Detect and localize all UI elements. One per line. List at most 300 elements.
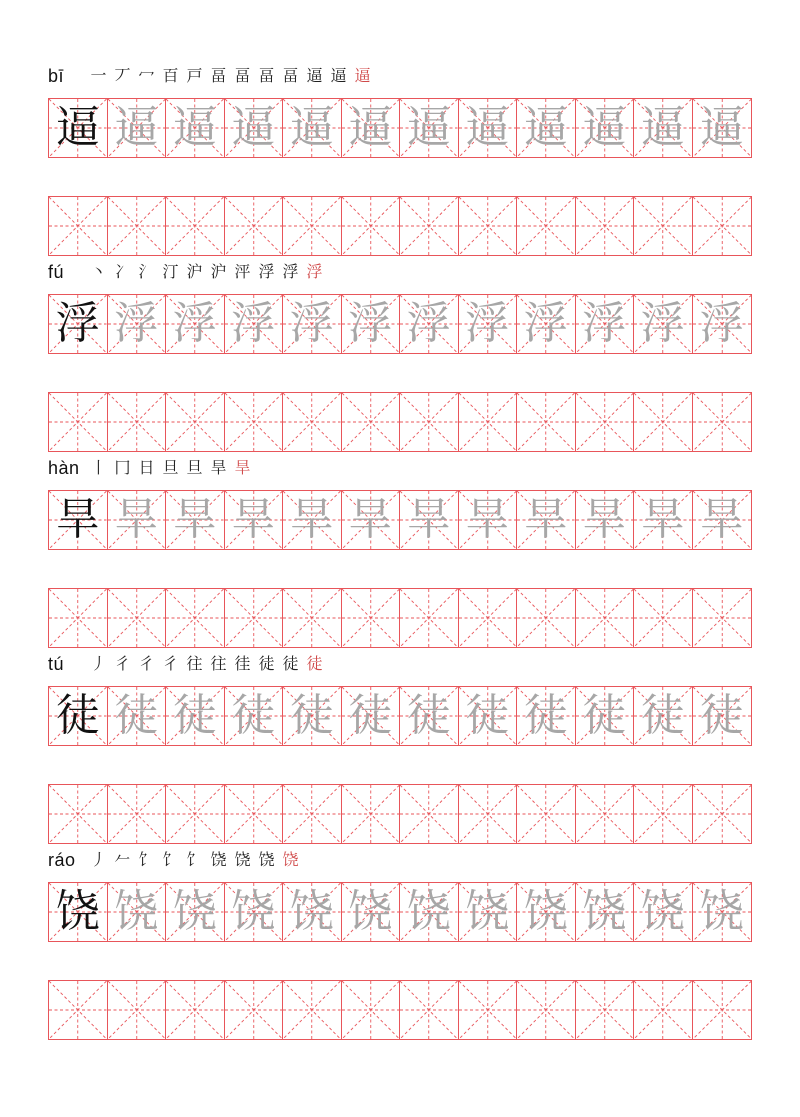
stroke-order-sequence — [88, 850, 301, 870]
trace-character: 徒 — [114, 690, 159, 741]
grid-guide-lines — [517, 393, 575, 451]
trace-character-cell[interactable] — [225, 687, 284, 745]
stroke-order-step: 丿 — [90, 850, 107, 869]
empty-writing-cell[interactable] — [400, 393, 459, 451]
tracing-row — [48, 490, 752, 550]
trace-character-cell[interactable] — [166, 687, 225, 745]
stroke-order-step: 丿 — [90, 654, 107, 673]
trace-character-cell[interactable] — [166, 491, 225, 549]
trace-character-cell[interactable] — [517, 491, 576, 549]
stroke-order-step: 旱 — [234, 458, 251, 477]
trace-character-cell[interactable] — [517, 99, 576, 157]
trace-character: 饶 — [114, 886, 159, 937]
trace-character: 旱 — [699, 494, 744, 545]
empty-writing-cell[interactable] — [166, 589, 225, 647]
empty-writing-cell[interactable] — [225, 393, 284, 451]
trace-character: 旱 — [114, 494, 159, 545]
trace-character: 旱 — [640, 494, 685, 545]
trace-character-cell[interactable] — [108, 295, 167, 353]
grid-guide-lines — [225, 393, 283, 451]
trace-character-cell[interactable] — [342, 491, 401, 549]
grid-guide-lines — [693, 589, 752, 647]
empty-writing-cell[interactable] — [49, 785, 108, 843]
empty-writing-cell[interactable] — [283, 589, 342, 647]
empty-writing-cell[interactable] — [283, 197, 342, 255]
empty-writing-cell[interactable] — [693, 393, 752, 451]
stroke-order-step: 冖 — [138, 66, 155, 85]
model-character-cell[interactable] — [49, 687, 108, 745]
empty-writing-cell[interactable] — [517, 785, 576, 843]
stroke-order-step: 日 — [138, 458, 155, 477]
empty-writing-cell[interactable] — [634, 589, 693, 647]
empty-writing-cell[interactable] — [400, 981, 459, 1039]
grid-guide-lines — [49, 393, 107, 451]
trace-character: 饶 — [172, 886, 217, 937]
stroke-order-step: 旦 — [186, 458, 203, 477]
grid-guide-lines — [166, 393, 224, 451]
trace-character-cell[interactable] — [576, 99, 635, 157]
grid-guide-lines — [576, 393, 634, 451]
grid-guide-lines — [342, 785, 400, 843]
grid-guide-lines — [693, 393, 752, 451]
empty-writing-cell[interactable] — [342, 393, 401, 451]
empty-writing-cell[interactable] — [517, 981, 576, 1039]
pinyin-label: bī — [48, 66, 65, 86]
grid-guide-lines — [459, 197, 517, 255]
trace-character: 逼 — [289, 102, 334, 153]
trace-character-cell[interactable] — [342, 295, 401, 353]
pinyin-label: ráo — [48, 850, 76, 870]
stroke-order-step: 彳 — [114, 654, 131, 673]
trace-character-cell[interactable] — [283, 687, 342, 745]
trace-character: 徒 — [289, 690, 334, 741]
model-character: 浮 — [55, 298, 100, 349]
empty-writing-cell[interactable] — [342, 981, 401, 1039]
trace-character: 逼 — [406, 102, 451, 153]
stroke-order-step: 饣 — [162, 850, 179, 869]
trace-character: 徒 — [640, 690, 685, 741]
stroke-order-step: 彳 — [138, 654, 155, 673]
empty-writing-cell[interactable] — [225, 589, 284, 647]
grid-guide-lines — [400, 589, 458, 647]
trace-character: 旱 — [406, 494, 451, 545]
stroke-order-step: 旱 — [210, 458, 227, 477]
trace-character: 饶 — [523, 886, 568, 937]
empty-writing-cell[interactable] — [166, 393, 225, 451]
grid-guide-lines — [576, 981, 634, 1039]
trace-character-cell[interactable] — [342, 883, 401, 941]
empty-writing-cell[interactable] — [49, 393, 108, 451]
empty-writing-cell[interactable] — [517, 589, 576, 647]
trace-character-cell[interactable] — [693, 687, 752, 745]
empty-writing-cell[interactable] — [283, 785, 342, 843]
empty-writing-cell[interactable] — [342, 785, 401, 843]
trace-character-cell[interactable] — [166, 883, 225, 941]
stroke-order-step: 饶 — [210, 850, 227, 869]
trace-character-cell[interactable] — [400, 883, 459, 941]
grid-guide-lines — [634, 197, 692, 255]
stroke-order-step: 彳 — [162, 654, 179, 673]
trace-character-cell[interactable] — [634, 883, 693, 941]
stroke-order-sequence — [88, 458, 253, 478]
empty-writing-cell[interactable] — [225, 197, 284, 255]
pinyin-label: fú — [48, 262, 65, 282]
grid-guide-lines — [342, 393, 400, 451]
tracing-row — [48, 882, 752, 942]
trace-character: 浮 — [699, 298, 744, 349]
trace-character-cell[interactable] — [576, 687, 635, 745]
grid-guide-lines — [49, 981, 107, 1039]
trace-character: 逼 — [582, 102, 627, 153]
grid-guide-lines — [693, 785, 752, 843]
trace-character: 饶 — [465, 886, 510, 937]
grid-guide-lines — [108, 197, 166, 255]
empty-writing-cell[interactable] — [342, 197, 401, 255]
empty-writing-cell[interactable] — [576, 785, 635, 843]
trace-character: 徒 — [406, 690, 451, 741]
empty-writing-cell[interactable] — [166, 785, 225, 843]
trace-character-cell[interactable] — [342, 99, 401, 157]
empty-writing-cell[interactable] — [459, 785, 518, 843]
grid-guide-lines — [108, 393, 166, 451]
grid-guide-lines — [283, 589, 341, 647]
stroke-order-step: 沪 — [186, 262, 203, 281]
trace-character-cell[interactable] — [459, 295, 518, 353]
trace-character: 逼 — [172, 102, 217, 153]
empty-writing-cell[interactable] — [693, 981, 752, 1039]
trace-character-cell[interactable] — [400, 491, 459, 549]
stroke-order-step: 汀 — [162, 262, 179, 281]
grid-guide-lines — [342, 981, 400, 1039]
trace-character-cell[interactable] — [400, 295, 459, 353]
trace-character-cell[interactable] — [459, 687, 518, 745]
trace-character-cell[interactable] — [108, 99, 167, 157]
blank-practice-row — [48, 392, 752, 452]
empty-writing-cell[interactable] — [517, 197, 576, 255]
stroke-order-step: 畐 — [258, 66, 275, 85]
tracing-row — [48, 98, 752, 158]
blank-practice-row — [48, 980, 752, 1040]
empty-writing-cell[interactable] — [459, 981, 518, 1039]
stroke-order-step: 饶 — [258, 850, 275, 869]
trace-character-cell[interactable] — [400, 687, 459, 745]
model-character: 徒 — [55, 690, 100, 741]
empty-writing-cell[interactable] — [634, 393, 693, 451]
model-character: 逼 — [55, 102, 100, 153]
empty-writing-cell[interactable] — [400, 197, 459, 255]
empty-writing-cell[interactable] — [634, 981, 693, 1039]
trace-character: 饶 — [582, 886, 627, 937]
trace-character: 逼 — [465, 102, 510, 153]
grid-guide-lines — [517, 981, 575, 1039]
trace-character-cell[interactable] — [283, 99, 342, 157]
empty-writing-cell[interactable] — [166, 981, 225, 1039]
stroke-order-step: 饶 — [282, 850, 299, 869]
pinyin-label: hàn — [48, 458, 80, 478]
trace-character: 逼 — [348, 102, 393, 153]
empty-writing-cell[interactable] — [49, 589, 108, 647]
grid-guide-lines — [576, 785, 634, 843]
stroke-order-sequence — [88, 262, 325, 282]
empty-writing-cell[interactable] — [225, 981, 284, 1039]
tracing-row — [48, 686, 752, 746]
trace-character-cell[interactable] — [693, 883, 752, 941]
model-character-cell[interactable] — [49, 295, 108, 353]
trace-character-cell[interactable] — [225, 883, 284, 941]
empty-writing-cell[interactable] — [166, 197, 225, 255]
grid-guide-lines — [49, 785, 107, 843]
trace-character: 饶 — [406, 886, 451, 937]
grid-guide-lines — [225, 197, 283, 255]
empty-writing-cell[interactable] — [400, 785, 459, 843]
trace-character-cell[interactable] — [517, 295, 576, 353]
stroke-order-step: 百 — [162, 66, 179, 85]
grid-guide-lines — [108, 785, 166, 843]
empty-writing-cell[interactable] — [459, 197, 518, 255]
grid-guide-lines — [283, 197, 341, 255]
trace-character-cell[interactable] — [517, 687, 576, 745]
trace-character: 旱 — [289, 494, 334, 545]
stroke-order-step: 畐 — [282, 66, 299, 85]
trace-character: 饶 — [348, 886, 393, 937]
empty-writing-cell[interactable] — [634, 197, 693, 255]
trace-character: 浮 — [348, 298, 393, 349]
stroke-order-step: 旦 — [162, 458, 179, 477]
empty-writing-cell[interactable] — [108, 785, 167, 843]
grid-guide-lines — [576, 589, 634, 647]
trace-character-cell[interactable] — [166, 99, 225, 157]
grid-guide-lines — [634, 589, 692, 647]
trace-character: 徒 — [699, 690, 744, 741]
tracing-row — [48, 294, 752, 354]
grid-guide-lines — [459, 393, 517, 451]
trace-character-cell[interactable] — [576, 295, 635, 353]
trace-character: 浮 — [406, 298, 451, 349]
trace-character: 徒 — [231, 690, 276, 741]
stroke-order-step: 浮 — [258, 262, 275, 281]
trace-character: 浮 — [523, 298, 568, 349]
trace-character-cell[interactable] — [517, 883, 576, 941]
empty-writing-cell[interactable] — [693, 589, 752, 647]
grid-guide-lines — [693, 981, 752, 1039]
grid-guide-lines — [693, 197, 752, 255]
trace-character-cell[interactable] — [166, 295, 225, 353]
trace-character: 逼 — [231, 102, 276, 153]
grid-guide-lines — [49, 589, 107, 647]
stroke-order-step: 冂 — [114, 458, 131, 477]
grid-guide-lines — [342, 197, 400, 255]
character-header — [48, 652, 752, 678]
grid-guide-lines — [108, 589, 166, 647]
empty-writing-cell[interactable] — [49, 197, 108, 255]
grid-guide-lines — [634, 393, 692, 451]
trace-character: 旱 — [172, 494, 217, 545]
trace-character-cell[interactable] — [225, 99, 284, 157]
trace-character: 逼 — [523, 102, 568, 153]
pinyin-label: tú — [48, 654, 65, 674]
grid-guide-lines — [517, 589, 575, 647]
model-character: 饶 — [55, 886, 100, 937]
trace-character: 饶 — [640, 886, 685, 937]
trace-character: 浮 — [289, 298, 334, 349]
trace-character: 浮 — [172, 298, 217, 349]
empty-writing-cell[interactable] — [283, 393, 342, 451]
grid-guide-lines — [166, 197, 224, 255]
trace-character: 徒 — [348, 690, 393, 741]
model-character-cell[interactable] — [49, 99, 108, 157]
trace-character-cell[interactable] — [225, 491, 284, 549]
grid-guide-lines — [166, 785, 224, 843]
trace-character-cell[interactable] — [693, 491, 752, 549]
character-header — [48, 456, 752, 482]
trace-character: 浮 — [582, 298, 627, 349]
trace-character-cell[interactable] — [459, 99, 518, 157]
grid-guide-lines — [517, 197, 575, 255]
empty-writing-cell[interactable] — [459, 393, 518, 451]
trace-character: 旱 — [465, 494, 510, 545]
empty-writing-cell[interactable] — [400, 589, 459, 647]
trace-character-cell[interactable] — [283, 295, 342, 353]
stroke-order-step: 𠂉 — [114, 850, 131, 869]
grid-guide-lines — [459, 981, 517, 1039]
grid-guide-lines — [283, 785, 341, 843]
grid-guide-lines — [517, 785, 575, 843]
stroke-order-step: 徒 — [282, 654, 299, 673]
trace-character: 旱 — [582, 494, 627, 545]
trace-character: 浮 — [465, 298, 510, 349]
character-header — [48, 260, 752, 286]
stroke-order-step: 丶 — [90, 262, 107, 281]
stroke-order-step: 饶 — [234, 850, 251, 869]
stroke-order-step: 逼 — [306, 66, 323, 85]
empty-writing-cell[interactable] — [693, 785, 752, 843]
stroke-order-step: 丨 — [90, 458, 107, 477]
trace-character: 逼 — [640, 102, 685, 153]
stroke-order-step: 逼 — [354, 66, 371, 85]
empty-writing-cell[interactable] — [108, 197, 167, 255]
grid-guide-lines — [400, 197, 458, 255]
empty-writing-cell[interactable] — [459, 589, 518, 647]
empty-writing-cell[interactable] — [342, 589, 401, 647]
trace-character: 旱 — [348, 494, 393, 545]
grid-guide-lines — [283, 393, 341, 451]
empty-writing-cell[interactable] — [693, 197, 752, 255]
grid-guide-lines — [49, 197, 107, 255]
stroke-order-step: 徒 — [258, 654, 275, 673]
empty-writing-cell[interactable] — [517, 393, 576, 451]
trace-character: 徒 — [523, 690, 568, 741]
blank-practice-row — [48, 784, 752, 844]
trace-character: 徒 — [172, 690, 217, 741]
trace-character-cell[interactable] — [342, 687, 401, 745]
trace-character: 逼 — [699, 102, 744, 153]
blank-practice-row — [48, 588, 752, 648]
grid-guide-lines — [459, 589, 517, 647]
trace-character-cell[interactable] — [634, 491, 693, 549]
trace-character-cell[interactable] — [108, 687, 167, 745]
trace-character-cell[interactable] — [108, 491, 167, 549]
empty-writing-cell[interactable] — [576, 197, 635, 255]
stroke-order-step: 氵 — [138, 262, 155, 281]
trace-character-cell[interactable] — [576, 491, 635, 549]
stroke-order-step: 畐 — [234, 66, 251, 85]
trace-character-cell[interactable] — [283, 491, 342, 549]
empty-writing-cell[interactable] — [108, 393, 167, 451]
stroke-order-step: 泙 — [234, 262, 251, 281]
empty-writing-cell[interactable] — [576, 393, 635, 451]
stroke-order-sequence — [88, 654, 325, 674]
stroke-order-step: 沪 — [210, 262, 227, 281]
stroke-order-step: 往 — [210, 654, 227, 673]
grid-guide-lines — [283, 981, 341, 1039]
trace-character: 旱 — [231, 494, 276, 545]
empty-writing-cell[interactable] — [108, 981, 167, 1039]
empty-writing-cell[interactable] — [576, 589, 635, 647]
grid-guide-lines — [576, 197, 634, 255]
trace-character-cell[interactable] — [576, 883, 635, 941]
trace-character: 旱 — [523, 494, 568, 545]
trace-character-cell[interactable] — [634, 687, 693, 745]
stroke-order-step: 畐 — [210, 66, 227, 85]
stroke-order-step: 往 — [186, 654, 203, 673]
empty-writing-cell[interactable] — [225, 785, 284, 843]
stroke-order-step: 逼 — [330, 66, 347, 85]
trace-character: 逼 — [114, 102, 159, 153]
empty-writing-cell[interactable] — [49, 981, 108, 1039]
trace-character-cell[interactable] — [108, 883, 167, 941]
trace-character: 饶 — [289, 886, 334, 937]
model-character: 旱 — [55, 494, 100, 545]
character-header — [48, 848, 752, 874]
empty-writing-cell[interactable] — [283, 981, 342, 1039]
empty-writing-cell[interactable] — [634, 785, 693, 843]
grid-guide-lines — [166, 981, 224, 1039]
trace-character: 饶 — [699, 886, 744, 937]
empty-writing-cell[interactable] — [108, 589, 167, 647]
trace-character: 徒 — [582, 690, 627, 741]
model-character-cell[interactable] — [49, 883, 108, 941]
trace-character-cell[interactable] — [283, 883, 342, 941]
trace-character-cell[interactable] — [634, 99, 693, 157]
stroke-order-step: 徍 — [234, 654, 251, 673]
trace-character: 浮 — [231, 298, 276, 349]
trace-character-cell[interactable] — [693, 99, 752, 157]
trace-character: 浮 — [640, 298, 685, 349]
empty-writing-cell[interactable] — [576, 981, 635, 1039]
grid-guide-lines — [342, 589, 400, 647]
grid-guide-lines — [634, 785, 692, 843]
blank-practice-row — [48, 196, 752, 256]
stroke-order-sequence — [88, 66, 373, 86]
character-header — [48, 64, 752, 90]
grid-guide-lines — [634, 981, 692, 1039]
trace-character-cell[interactable] — [459, 883, 518, 941]
grid-guide-lines — [108, 981, 166, 1039]
trace-character-cell[interactable] — [634, 295, 693, 353]
trace-character: 徒 — [465, 690, 510, 741]
stroke-order-step: 饣 — [186, 850, 203, 869]
stroke-order-step: 一 — [90, 66, 107, 85]
grid-guide-lines — [166, 589, 224, 647]
trace-character-cell[interactable] — [693, 295, 752, 353]
stroke-order-step: 饣 — [138, 850, 155, 869]
stroke-order-step: 浮 — [306, 262, 323, 281]
trace-character-cell[interactable] — [459, 491, 518, 549]
trace-character-cell[interactable] — [400, 99, 459, 157]
trace-character-cell[interactable] — [225, 295, 284, 353]
trace-character: 饶 — [231, 886, 276, 937]
model-character-cell[interactable] — [49, 491, 108, 549]
